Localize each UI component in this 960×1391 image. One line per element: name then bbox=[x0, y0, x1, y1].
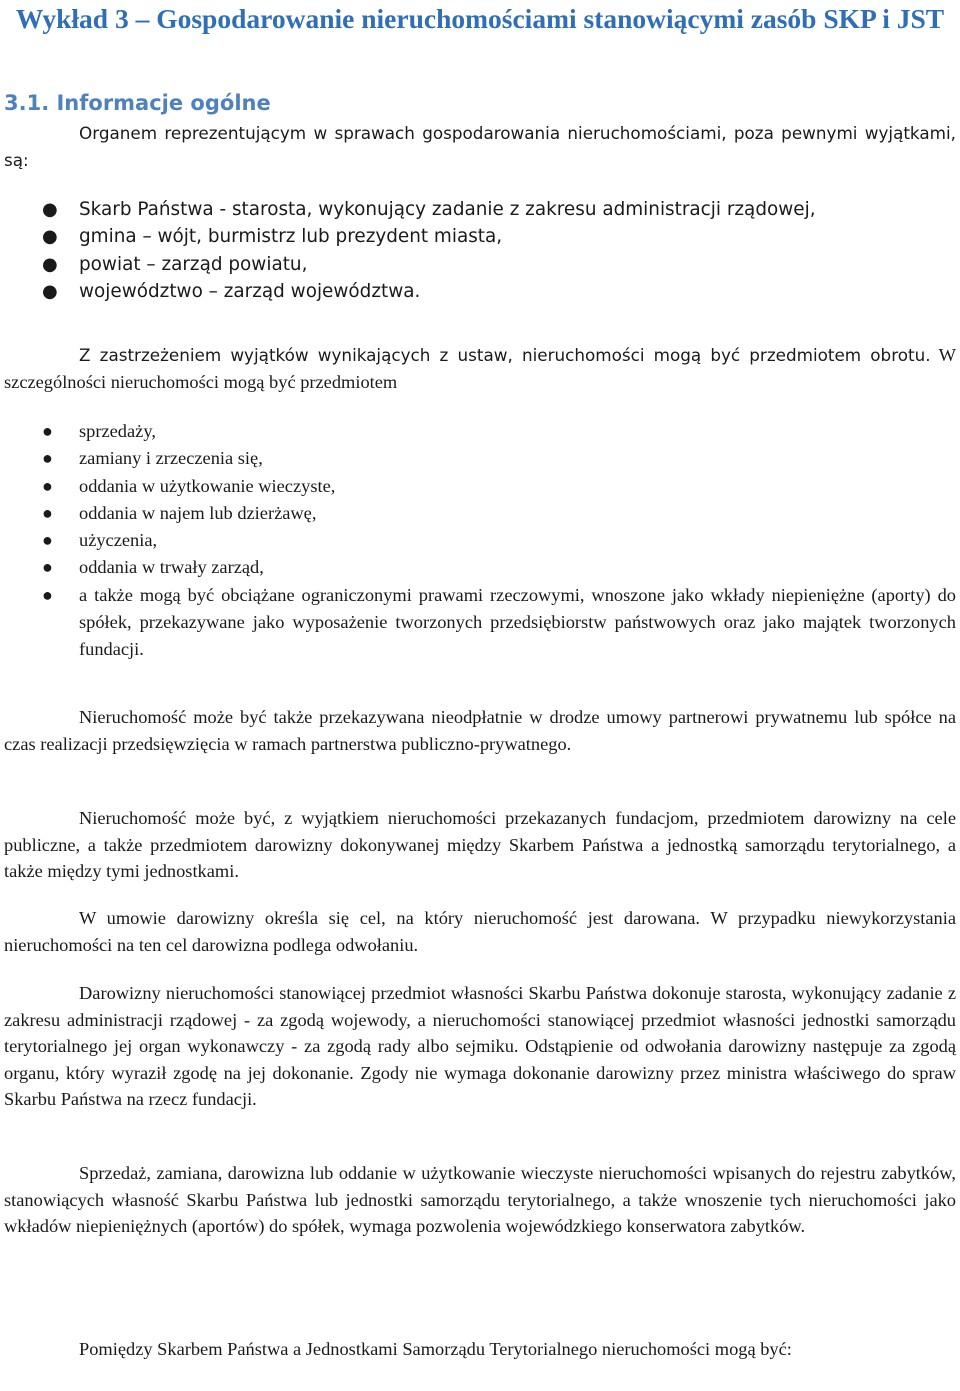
bullet-icon: ● bbox=[42, 448, 53, 469]
list-item: ● zamiany i zrzeczenia się, bbox=[0, 445, 956, 472]
donation-paragraph: Nieruchomość może być, z wyjątkiem nieruchomości przekazanych fundacjom, przedmiotem darowizny na cele publiczne, a także przedmiotem darowizny dokonywanej między Skarbem Państwa a jednostką samorządu terytorialnego, a także między tymi jednostkami. bbox=[4, 808, 956, 882]
bullet-icon: ● bbox=[42, 280, 58, 302]
organs-list bbox=[0, 196, 956, 305]
bullet-icon: ● bbox=[42, 502, 53, 523]
list-item: ● sprzedaży, bbox=[0, 418, 956, 445]
intro-paragraph: Organem reprezentującym w sprawach gospodarowania nieruchomościami, poza pewnymi wyjątkami, są: bbox=[4, 123, 956, 170]
ppp-paragraph: Nieruchomość może być także przekazywana nieodpłatnie w drodze umowy partnerowi prywatnemu lub spółce na czas realizacji przedsięwzięcia w ramach partnerstwa publiczno-prywatnego. bbox=[4, 707, 956, 754]
turnover-paragraph: Z zastrzeżeniem wyjątków wynikających z ustaw, nieruchomości mogą być przedmiotem obrotu. W szczególności nieruchomości mogą być przedmiotem bbox=[4, 345, 956, 392]
bullet-icon: ● bbox=[42, 530, 53, 551]
list-item: ● gmina – wójt, burmistrz lub prezydent miasta, bbox=[0, 223, 956, 250]
bullet-icon: ● bbox=[42, 475, 53, 496]
document-title: Wykład 3 – Gospodarowanie nieruchomościami stanowiącymi zasób SKP i JST bbox=[15, 3, 945, 34]
monuments-paragraph: Sprzedaż, zamiana, darowizna lub oddanie w użytkowanie wieczyste nieruchomości wpisanych do rejestru zabytków, stanowiących własność Skarbu Państwa lub jednostki samorządu terytorialnego, a także wnoszenie tych nieruchomości jako wkładów niepieniężnych (aportów) do spółek, wymaga pozwolenia wojewódzkiego konserwatora zabytków. bbox=[4, 1163, 956, 1237]
bullet-icon: ● bbox=[42, 557, 53, 578]
bullet-icon: ● bbox=[42, 584, 53, 605]
list-item: ● oddania w trwały zarząd, bbox=[0, 554, 956, 581]
list-item: ● a także mogą być obciążane ograniczonymi prawami rzeczowymi, wnoszone jako wkłady niepieniężne (aporty) do spółek, przekazywane jako wyposażenie tworzonych przedsiębiorstw państwowych oraz jako majątek tworzonych fundacji. bbox=[0, 582, 956, 664]
donation-authority-paragraph: Darowizny nieruchomości stanowiącej przedmiot własności Skarbu Państwa dokonuje starosta, wykonujący zadanie z zakresu administracji rządowej - za zgodą wojewody, a nieruchomości stanowiącej przedmiot własności jednostki samorządu terytorialnego jej organ wykonawczy - za zgodą rady albo sejmiku. Odstąpienie od odwołania darowizny następuje za zgodą organu, który wyraził zgodę na jej dokonanie. Zgody nie wymaga dokonanie darowizny przez ministra właściwego do spraw Skarbu Państwa na rzecz fundacji. bbox=[4, 983, 956, 1110]
list-item: ● województwo – zarząd województwa. bbox=[0, 278, 956, 305]
list-item: ● Skarb Państwa - starosta, wykonujący zadanie z zakresu administracji rządowej, bbox=[0, 196, 956, 223]
donation-purpose-paragraph: W umowie darowizny określa się cel, na który nieruchomość jest darowana. W przypadku niewykorzystania nieruchomości na ten cel darowizna podlega odwołaniu. bbox=[4, 908, 956, 955]
bullet-icon: ● bbox=[42, 226, 58, 248]
bullet-icon: ● bbox=[42, 421, 53, 441]
list-item: ● oddania w najem lub dzierżawę, bbox=[0, 500, 956, 527]
turnover-forms-list bbox=[0, 418, 956, 664]
list-item: ● użyczenia, bbox=[0, 527, 956, 554]
bullet-icon: ● bbox=[42, 253, 58, 275]
bullet-icon: ● bbox=[42, 199, 58, 220]
between-paragraph: Pomiędzy Skarbem Państwa a Jednostkami Samorządu Terytorialnego nieruchomości mogą być: bbox=[79, 1339, 792, 1359]
list-item: ● oddania w użytkowanie wieczyste, bbox=[0, 473, 956, 500]
section-heading: 3.1. Informacje ogólne bbox=[4, 91, 271, 115]
list-item: ● powiat – zarząd powiatu, bbox=[0, 251, 956, 278]
